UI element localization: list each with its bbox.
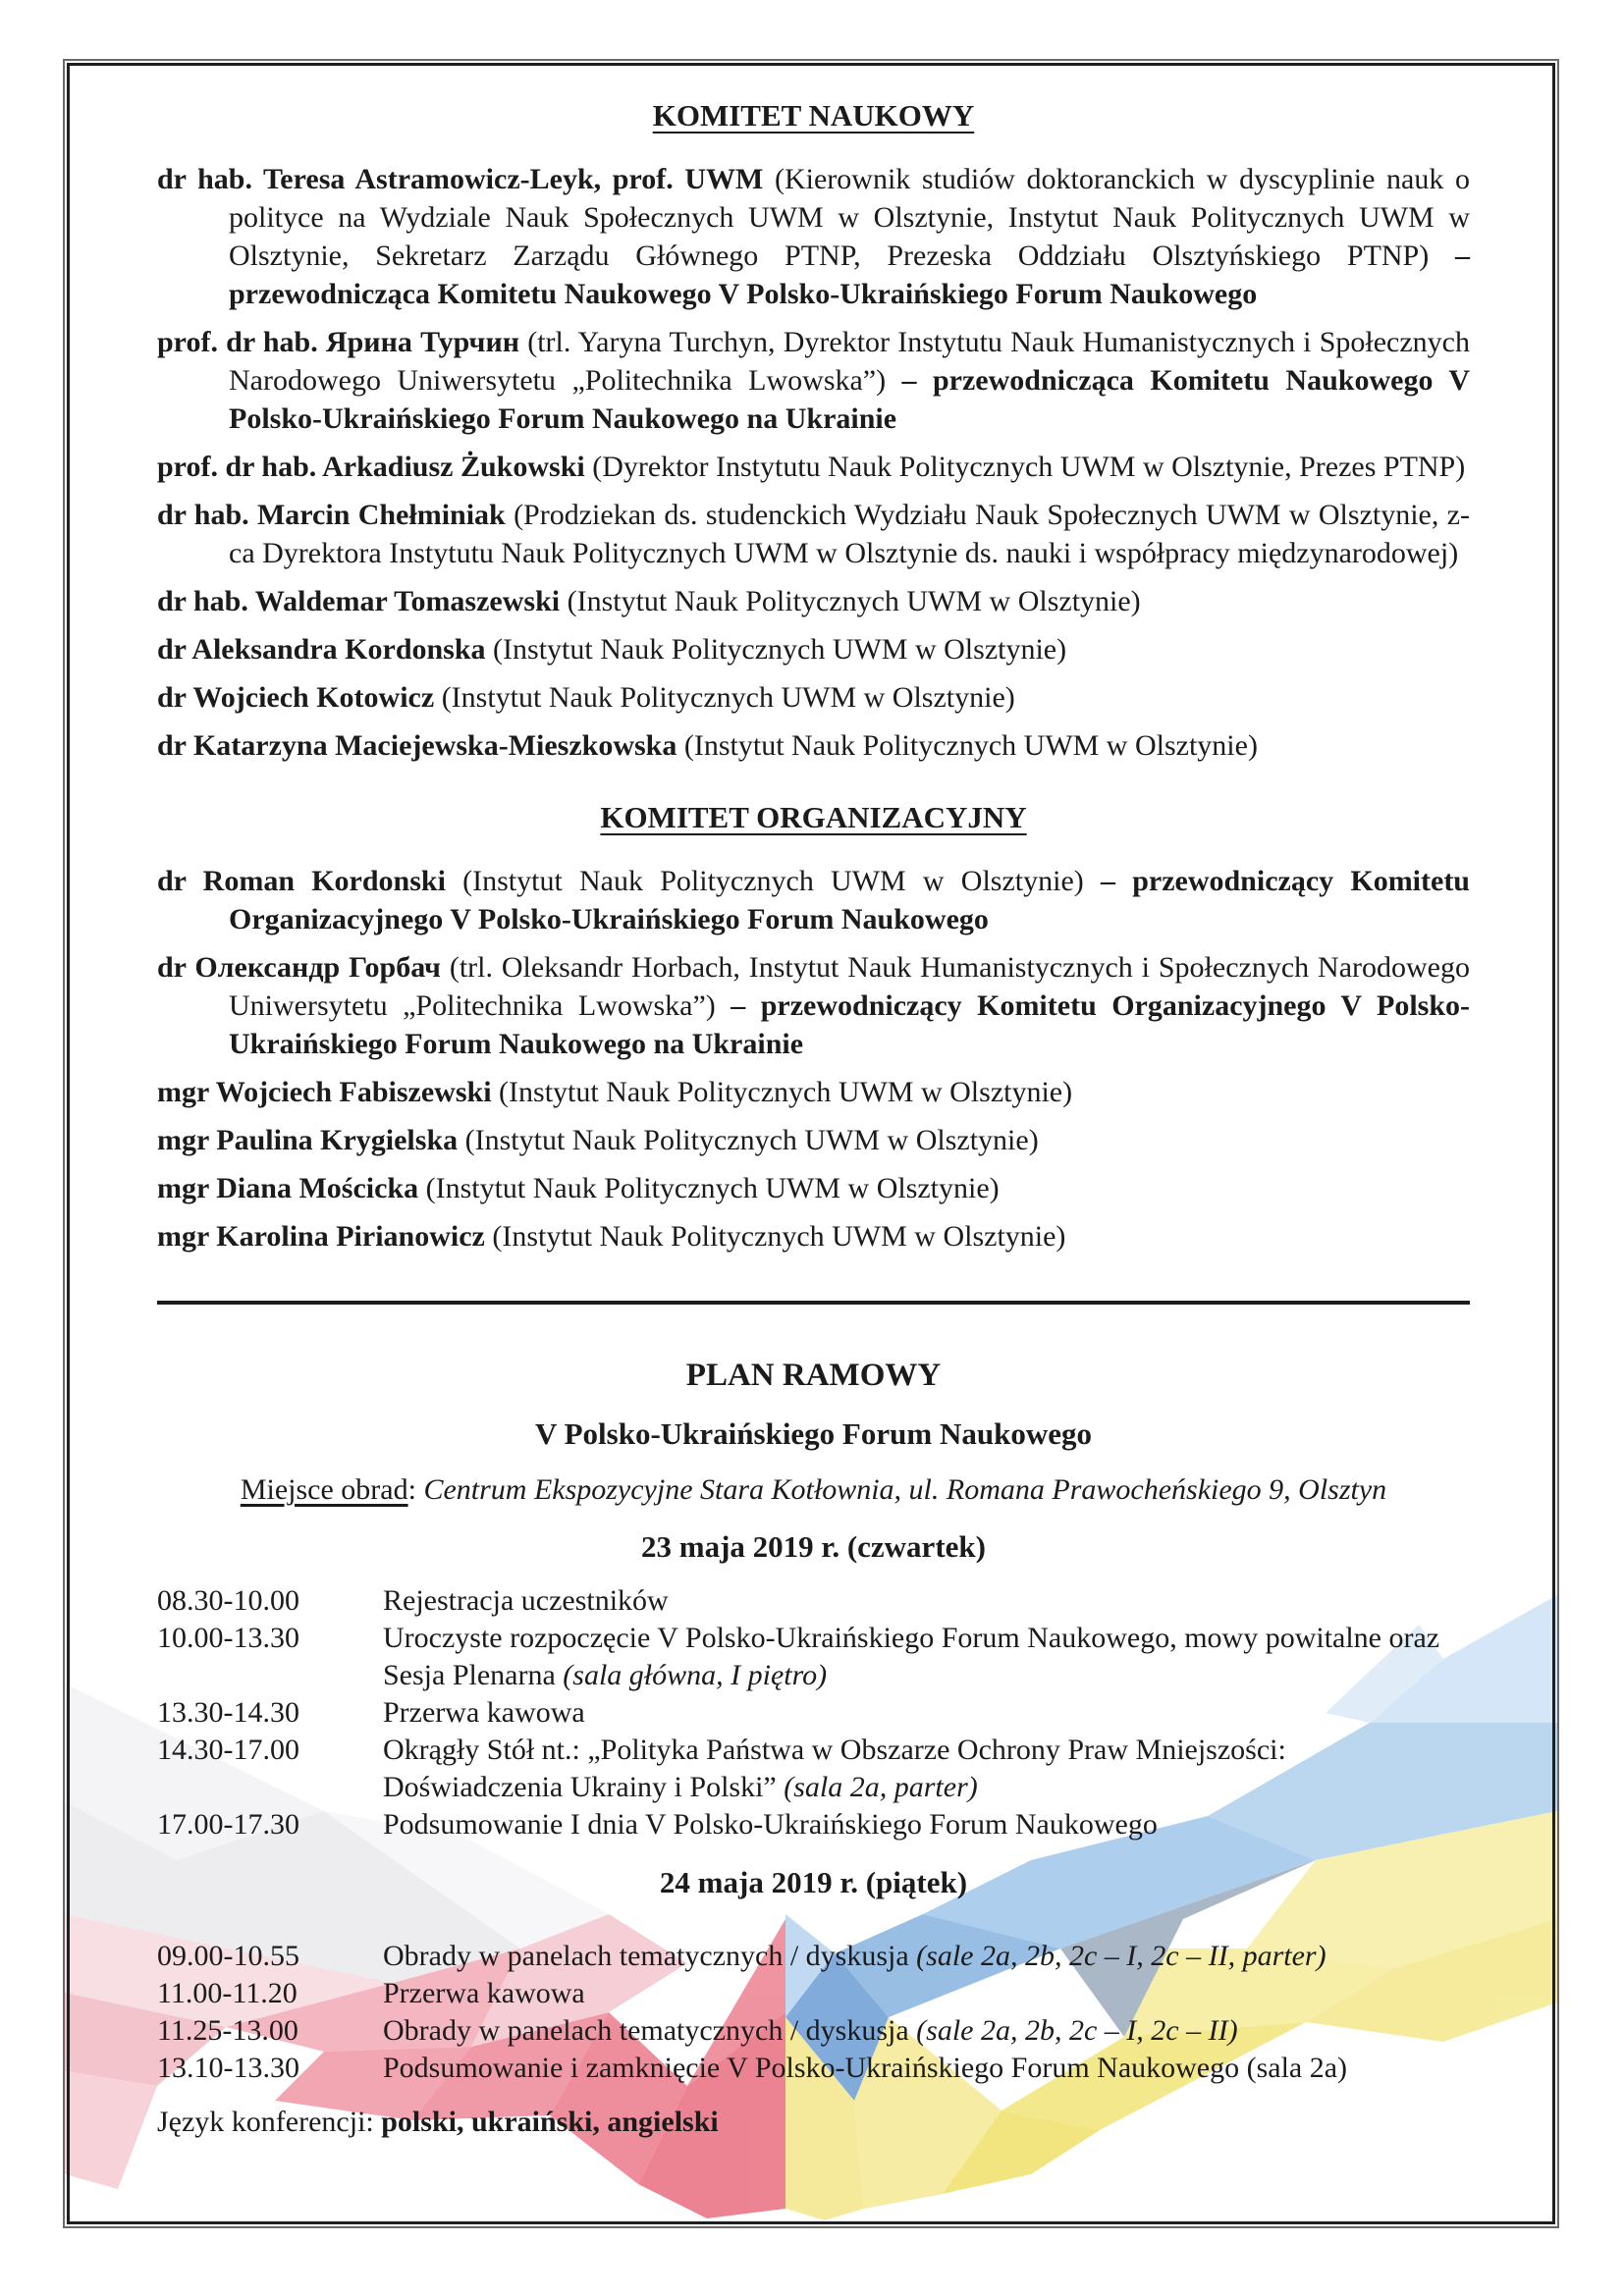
venue-address: Centrum Ekspozycyjne Stara Kotłownia, ul. Romana Prawocheńskiego 9, Olsztyn <box>423 1473 1387 1506</box>
committee-science-title: KOMITET NAUKOWY <box>652 98 975 133</box>
member-desc: (Dyrektor Instytutu Nauk Politycznych UWM w Olsztynie, Prezes PTNP) <box>584 451 1466 483</box>
schedule-row <box>157 1694 1470 1732</box>
schedule-desc <box>383 1975 1470 2012</box>
schedule-desc-text: Przerwa kawowa <box>383 1977 585 2009</box>
member-item <box>157 862 1470 938</box>
schedule-time: 13.30-14.30 <box>157 1696 299 1729</box>
member-item <box>157 160 1470 313</box>
day1-heading: 23 maja 2019 r. (czwartek) <box>641 1529 986 1564</box>
schedule-desc <box>383 2050 1470 2087</box>
member-item <box>157 1121 1470 1159</box>
member-item <box>157 726 1470 765</box>
venue-label: Miejsce obrad <box>240 1473 408 1506</box>
schedule-desc-text: Obrady w panelach tematycznych / dyskusja <box>383 2014 917 2047</box>
schedule-desc-text: Podsumowanie i zamknięcie V Polsko-Ukraińskiego Forum Naukowego (sala 2a) <box>383 2052 1348 2084</box>
member-item <box>157 323 1470 438</box>
member-name: mgr Wojciech Fabiszewski <box>157 1076 492 1108</box>
page-content <box>157 96 1470 2141</box>
schedule-desc-note: (sala główna, I piętro) <box>563 1659 828 1691</box>
schedule-desc <box>383 1806 1470 1843</box>
conference-language-line <box>157 2103 1470 2141</box>
member-role: – przewodniczący Komitetu Organizacyjnego V Polsko-Ukraińskiego Forum Naukowego na Ukrainie <box>229 989 1471 1060</box>
member-item <box>157 630 1470 668</box>
member-desc: (Instytut Nauk Politycznych UWM w Olsztynie) <box>560 585 1141 617</box>
member-desc: (Instytut Nauk Politycznych UWM w Olsztynie) <box>491 1076 1073 1108</box>
member-item <box>157 948 1470 1063</box>
member-name: dr hab. Marcin Chełminiak <box>157 499 506 531</box>
section-divider <box>157 1301 1470 1305</box>
schedule-row <box>157 1938 1470 1975</box>
schedule-desc-note: (sale 2a, 2b, 2c – I, 2c – II) <box>916 2014 1238 2047</box>
member-name: mgr Diana Mościcka <box>157 1172 419 1204</box>
schedule-desc-note: (sala 2a, parter) <box>784 1771 978 1803</box>
language-values: polski, ukraiński, angielski <box>381 2106 719 2138</box>
member-desc: (Kierownik studiów doktoranckich w dyscyplinie nauk o polityce na Wydziale Nauk Społecznych UWM w Olsztynie, Instytut Nauk Politycznych UWM w Olsztynie, Sekretarz Zarządu Głównego PTNP, Prezeska Oddziału Olsztyńskiego PTNP) <box>229 163 1470 272</box>
schedule-row <box>157 1582 1470 1620</box>
member-name: dr hab. Teresa Astramowicz-Leyk, prof. UWM <box>157 163 764 195</box>
member-desc: (Instytut Nauk Politycznych UWM w Olsztynie) <box>434 681 1015 714</box>
member-name: dr Aleksandra Kordonska <box>157 633 486 666</box>
schedule-desc-note: (sale 2a, 2b, 2c – I, 2c – II, parter) <box>916 1940 1326 1972</box>
day2-heading: 24 maja 2019 r. (piątek) <box>659 1865 968 1899</box>
schedule-row <box>157 2050 1470 2087</box>
schedule-desc <box>383 1620 1470 1694</box>
member-desc: (Instytut Nauk Politycznych UWM w Olsztynie) <box>485 633 1067 666</box>
schedule-time: 11.25-13.00 <box>157 2014 298 2047</box>
member-role: – przewodniczący Komitetu Organizacyjnego V Polsko-Ukraińskiego Forum Naukowego <box>229 865 1470 935</box>
schedule-row <box>157 1806 1470 1843</box>
member-item <box>157 1217 1470 1255</box>
schedule-row <box>157 2012 1470 2050</box>
schedule-desc-text: Okrągły Stół nt.: „Polityka Państwa w Obszarze Ochrony Praw Mniejszości: Doświadczenia Ukrainy i Polski” <box>383 1734 1286 1803</box>
schedule-desc-text: Podsumowanie I dnia V Polsko-Ukraińskiego Forum Naukowego <box>383 1808 1158 1841</box>
schedule-desc <box>383 2012 1470 2050</box>
member-item <box>157 496 1470 572</box>
schedule-desc <box>383 1938 1470 1975</box>
schedule-time: 11.00-11.20 <box>157 1977 298 2009</box>
member-name: mgr Karolina Pirianowicz <box>157 1220 485 1253</box>
schedule-desc-text: Uroczyste rozpoczęcie V Polsko-Ukraińskiego Forum Naukowego, mowy powitalne oraz Sesja Plenarna <box>383 1622 1440 1691</box>
schedule-time: 10.00-13.30 <box>157 1622 299 1654</box>
schedule-row <box>157 1620 1470 1694</box>
schedule-desc <box>383 1732 1470 1806</box>
member-name: mgr Paulina Krygielska <box>157 1124 459 1156</box>
member-desc: (Instytut Nauk Politycznych UWM w Olsztynie) <box>458 1124 1039 1156</box>
schedule-desc-text: Obrady w panelach tematycznych / dyskusja <box>383 1940 917 1972</box>
schedule-time: 17.00-17.30 <box>157 1808 299 1841</box>
member-role: – przewodnicząca Komitetu Naukowego V Polsko-Ukraińskiego Forum Naukowego na Ukrainie <box>229 364 1470 435</box>
schedule-desc-text: Rejestracja uczestników <box>383 1584 669 1617</box>
member-name: dr Katarzyna Maciejewska-Mieszkowska <box>157 729 677 762</box>
schedule-desc <box>383 1694 1470 1732</box>
member-item <box>157 1169 1470 1207</box>
member-desc: (Instytut Nauk Politycznych UWM w Olsztynie) <box>484 1220 1066 1253</box>
schedule-desc-text: Przerwa kawowa <box>383 1696 585 1729</box>
member-desc: (Instytut Nauk Politycznych UWM w Olsztynie) <box>677 729 1258 762</box>
member-name: dr hab. Waldemar Tomaszewski <box>157 585 561 617</box>
schedule-time: 14.30-17.00 <box>157 1734 299 1766</box>
member-desc: (Instytut Nauk Politycznych UWM w Olsztynie) <box>418 1172 1000 1204</box>
schedule-time: 08.30-10.00 <box>157 1584 299 1617</box>
schedule-time: 13.10-13.30 <box>157 2052 299 2084</box>
venue-line <box>157 1470 1470 1510</box>
day1-schedule <box>157 1582 1470 1843</box>
member-desc: (Instytut Nauk Politycznych UWM w Olsztynie) <box>445 865 1101 897</box>
member-name: dr Roman Kordonski <box>157 865 446 897</box>
member-name: dr Wojciech Kotowicz <box>157 681 435 714</box>
member-name: prof. dr hab. Ярина Турчин <box>157 326 520 358</box>
member-item <box>157 582 1470 620</box>
schedule-row <box>157 1732 1470 1806</box>
member-item <box>157 1073 1470 1111</box>
schedule-row <box>157 1975 1470 2012</box>
committee-org-title: KOMITET ORGANIZACYJNY <box>600 800 1027 834</box>
member-desc: (trl. Yaryna Turchyn, Dyrektor Instytutu Nauk Humanistycznych i Społecznych Narodowego Uniwersytetu „Politechnika Lwowska”) <box>229 326 1470 397</box>
member-name: prof. dr hab. Arkadiusz Żukowski <box>157 451 585 483</box>
member-item <box>157 678 1470 717</box>
member-desc: (Prodziekan ds. studenckich Wydziału Nauk Społecznych UWM w Olsztynie, z-ca Dyrektora Instytutu Nauk Politycznych UWM w Olsztynie ds. nauki i współpracy międzynarodowej) <box>229 499 1470 569</box>
member-name: dr Олександр Горбач <box>157 951 441 984</box>
schedule-desc <box>383 1582 1470 1620</box>
schedule-time: 09.00-10.55 <box>157 1940 299 1972</box>
day2-schedule <box>157 1938 1470 2087</box>
member-role: – przewodnicząca Komitetu Naukowego V Polsko-Ukraińskiego Forum Naukowego <box>229 240 1470 310</box>
member-item <box>157 448 1470 486</box>
plan-title: PLAN RAMOWY <box>685 1358 942 1393</box>
member-desc: (trl. Oleksandr Horbach, Instytut Nauk Humanistycznych i Społecznych Narodowego Uniwersytetu „Politechnika Lwowska”) <box>229 951 1470 1022</box>
plan-subtitle: V Polsko-Ukraińskiego Forum Naukowego <box>535 1416 1092 1451</box>
language-label: Język konferencji: <box>157 2106 382 2138</box>
venue-separator: : <box>407 1473 424 1506</box>
